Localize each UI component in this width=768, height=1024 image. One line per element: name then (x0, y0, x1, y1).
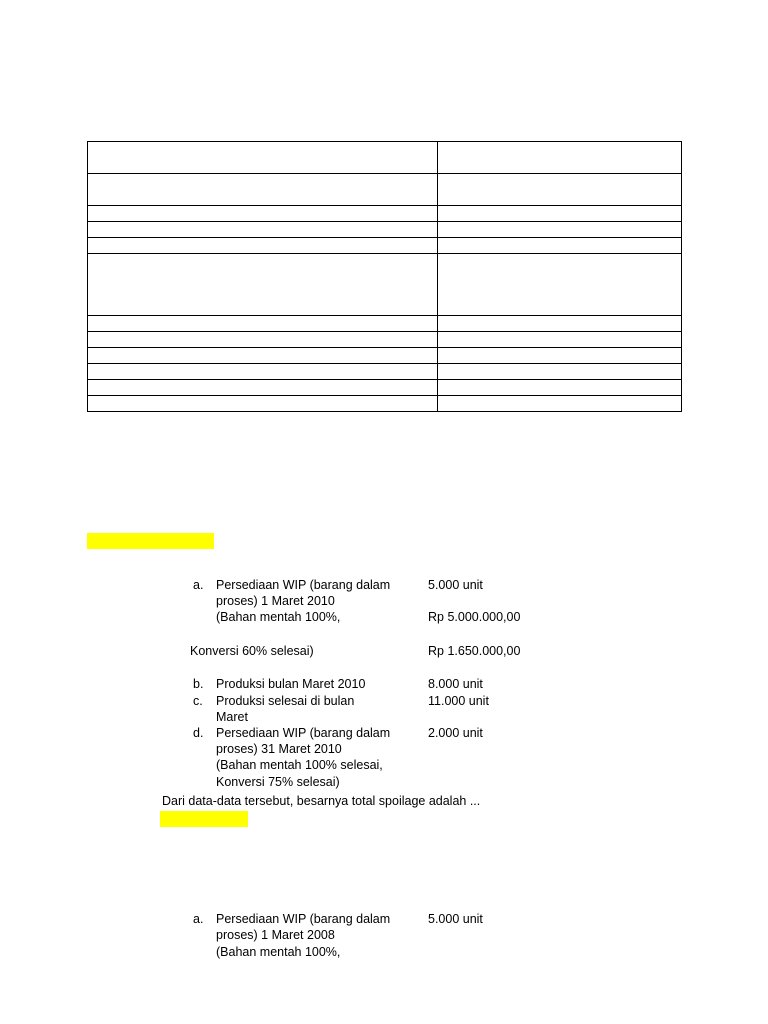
table-cell (438, 142, 682, 174)
item-d-line2: proses) 31 Maret 2010 (216, 742, 342, 756)
table-row (88, 316, 682, 332)
item-c-letter: c. (193, 694, 203, 708)
table-cell (438, 396, 682, 412)
item-c-value: 11.000 unit (428, 694, 489, 708)
table-cell (88, 222, 438, 238)
item-a-line2: proses) 1 Maret 2008 (216, 928, 335, 942)
item-a-letter: a. (193, 578, 204, 592)
item-a-line2: proses) 1 Maret 2010 (216, 594, 335, 608)
item-a-letter: a. (193, 912, 204, 926)
table-cell (88, 332, 438, 348)
item-c-line2: Maret (216, 710, 248, 724)
item-d-line3: (Bahan mentah 100% selesai, (216, 758, 383, 772)
question-text: Dari data-data tersebut, besarnya total spoilage adalah ... (162, 794, 481, 808)
table-cell (438, 238, 682, 254)
table-cell (438, 222, 682, 238)
item-d-letter: d. (193, 726, 204, 740)
table-cell (88, 238, 438, 254)
table-row (88, 380, 682, 396)
table-row (88, 332, 682, 348)
table-cell (438, 174, 682, 206)
table-row (88, 238, 682, 254)
table-row (88, 142, 682, 174)
table-row (88, 348, 682, 364)
table-cell (88, 364, 438, 380)
table-row (88, 174, 682, 206)
table-row (88, 364, 682, 380)
table-cell (88, 316, 438, 332)
item-a-value-units: 5.000 unit (428, 578, 483, 592)
item-a-line1: Persediaan WIP (barang dalam (216, 912, 391, 926)
item-a-value: 5.000 unit (428, 912, 483, 926)
item-a-line1: Persediaan WIP (barang dalam (216, 578, 391, 592)
highlight-mark (160, 811, 248, 827)
table-cell (88, 142, 438, 174)
item-b-label: Produksi bulan Maret 2010 (216, 677, 366, 691)
item-d-line1: Persediaan WIP (barang dalam (216, 726, 391, 740)
highlight-mark (87, 533, 214, 549)
table-cell (88, 348, 438, 364)
item-d-line4: Konversi 75% selesai) (216, 775, 340, 789)
konversi-label: Konversi 60% selesai) (190, 644, 314, 658)
item-b-letter: b. (193, 677, 204, 691)
table-cell (438, 380, 682, 396)
table-cell (88, 254, 438, 316)
item-a-line3: (Bahan mentah 100%, (216, 610, 341, 624)
table-cell (88, 380, 438, 396)
table-cell (438, 316, 682, 332)
table-row (88, 396, 682, 412)
item-a-value-cost: Rp 5.000.000,00 (428, 610, 521, 624)
item-a-line3: (Bahan mentah 100%, (216, 945, 341, 959)
table-cell (438, 364, 682, 380)
table-row (88, 206, 682, 222)
konversi-value: Rp 1.650.000,00 (428, 644, 521, 658)
table-cell (438, 206, 682, 222)
table-cell (438, 348, 682, 364)
item-b-value: 8.000 unit (428, 677, 483, 691)
item-c-line1: Produksi selesai di bulan (216, 694, 355, 708)
table-cell (88, 174, 438, 206)
table-cell (438, 254, 682, 316)
table-cell (88, 396, 438, 412)
empty-table (87, 141, 682, 412)
table-cell (438, 332, 682, 348)
table-row (88, 222, 682, 238)
table-cell (88, 206, 438, 222)
item-d-value: 2.000 unit (428, 726, 483, 740)
table-row (88, 254, 682, 316)
